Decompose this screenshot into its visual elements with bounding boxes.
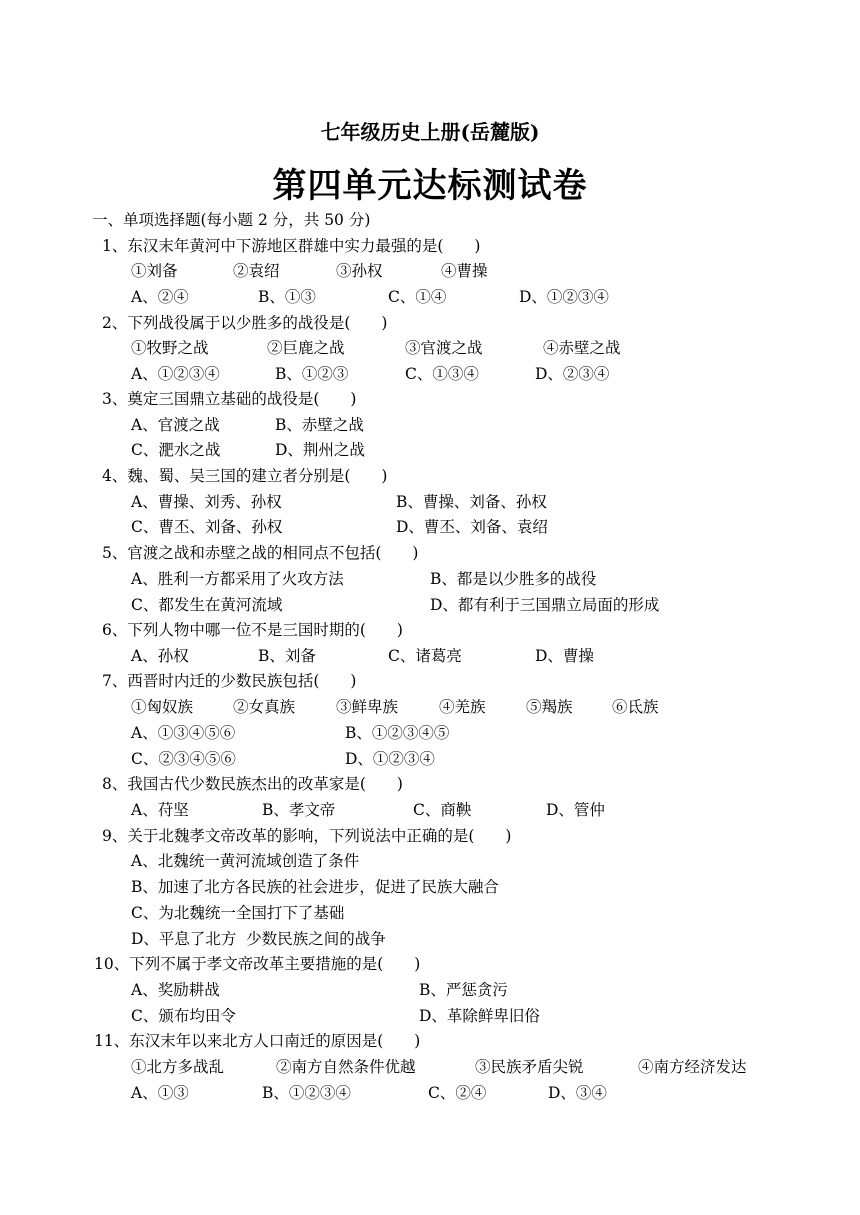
question-6-option-d: D、曹操 — [535, 647, 594, 665]
question-5-option-c: C、都发生在黄河流域 — [131, 596, 283, 614]
page-subtitle: 七年级历史上册(岳麓版) — [320, 120, 540, 144]
question-3-option-d: D、荆州之战 — [275, 441, 365, 459]
question-10-option-c: C、颁布均田令 — [131, 1007, 236, 1025]
page-title: 第四单元达标测试卷 — [272, 166, 588, 206]
question-6-option-a: A、孙权 — [131, 647, 189, 665]
question-7-stem: 7、西晋时内迁的少数民族包括( ) — [102, 672, 357, 690]
question-7-item-1: ①匈奴族 — [131, 698, 194, 716]
question-9-stem: 9、关于北魏孝文帝改革的影响，下列说法中正确的是( ) — [102, 827, 512, 845]
question-3-option-a: A、官渡之战 — [131, 416, 220, 434]
question-2-item-3: ③官渡之战 — [405, 339, 483, 357]
question-3-option-b: B、赤壁之战 — [275, 416, 364, 434]
question-9-option-a: A、北魏统一黄河流域创造了条件 — [131, 852, 360, 870]
question-9-option-c: C、为北魏统一全国打下了基础 — [131, 904, 345, 922]
question-8-option-a: A、苻坚 — [131, 801, 189, 819]
question-11-stem: 11、东汉末年以来北方人口南迁的原因是( ) — [94, 1032, 421, 1050]
question-7-item-4: ④羌族 — [439, 698, 486, 716]
section-heading: 一、单项选择题(每小题 2 分，共 50 分) — [92, 211, 371, 229]
question-9-option-d: D、平息了北方 少数民族之间的战争 — [131, 930, 386, 948]
question-1-option-b: B、①③ — [258, 288, 316, 306]
question-2-item-1: ①牧野之战 — [131, 339, 209, 357]
question-11-option-d: D、③④ — [548, 1084, 607, 1102]
question-7-option-d: D、①②③④ — [345, 750, 435, 768]
question-8-option-c: C、商鞅 — [413, 801, 472, 819]
question-4-option-c: C、曹丕、刘备、孙权 — [131, 518, 283, 536]
question-2-option-c: C、①③④ — [405, 365, 479, 383]
question-8-option-d: D、管仲 — [546, 801, 605, 819]
question-10-option-b: B、严惩贪污 — [419, 981, 508, 999]
question-4-option-b: B、曹操、刘备、孙权 — [396, 493, 547, 511]
question-11-item-2: ②南方自然条件优越 — [276, 1058, 416, 1076]
question-2-option-a: A、①②③④ — [131, 365, 220, 383]
question-1-option-a: A、②④ — [131, 288, 189, 306]
question-1-item-1: ①刘备 — [131, 262, 178, 280]
question-5-option-a: A、胜利一方都采用了火攻方法 — [131, 570, 344, 588]
question-11-item-1: ①北方多战乱 — [131, 1058, 225, 1076]
question-2-option-b: B、①②③ — [275, 365, 349, 383]
question-8-option-b: B、孝文帝 — [262, 801, 336, 819]
question-2-item-2: ②巨鹿之战 — [267, 339, 345, 357]
question-3-option-c: C、淝水之战 — [131, 441, 221, 459]
question-7-item-2: ②女真族 — [233, 698, 296, 716]
question-3-stem: 3、奠定三国鼎立基础的战役是( ) — [102, 390, 357, 408]
question-10-option-a: A、奖励耕战 — [131, 981, 220, 999]
question-1-stem: 1、东汉末年黄河中下游地区群雄中实力最强的是( ) — [102, 237, 481, 255]
question-11-option-b: B、①②③④ — [262, 1084, 351, 1102]
question-9-option-b: B、加速了北方各民族的社会进步，促进了民族大融合 — [131, 878, 499, 896]
question-7-item-6: ⑥氐族 — [612, 698, 659, 716]
question-7-option-a: A、①③④⑤⑥ — [131, 724, 236, 742]
question-1-option-d: D、①②③④ — [519, 288, 609, 306]
question-4-option-d: D、曹丕、刘备、袁绍 — [396, 518, 548, 536]
question-1-item-4: ④曹操 — [441, 262, 488, 280]
question-6-option-c: C、诸葛亮 — [388, 647, 462, 665]
question-2-item-4: ④赤壁之战 — [543, 339, 621, 357]
question-5-option-b: B、都是以少胜多的战役 — [430, 570, 597, 588]
question-1-item-2: ②袁绍 — [233, 262, 280, 280]
question-1-option-c: C、①④ — [388, 288, 447, 306]
question-4-stem: 4、魏、蜀、吴三国的建立者分别是( ) — [102, 467, 388, 485]
question-7-option-c: C、②③④⑤⑥ — [131, 750, 236, 768]
question-11-item-3: ③民族矛盾尖锐 — [475, 1058, 584, 1076]
question-11-option-c: C、②④ — [428, 1084, 487, 1102]
question-2-stem: 2、下列战役属于以少胜多的战役是( ) — [102, 314, 388, 332]
question-2-option-d: D、②③④ — [535, 365, 610, 383]
question-11-item-4: ④南方经济发达 — [638, 1058, 747, 1076]
question-8-stem: 8、我国古代少数民族杰出的改革家是( ) — [102, 775, 403, 793]
question-10-option-d: D、革除鲜卑旧俗 — [419, 1007, 540, 1025]
question-7-item-5: ⑤羯族 — [526, 698, 573, 716]
question-5-stem: 5、官渡之战和赤壁之战的相同点不包括( ) — [102, 544, 419, 562]
question-6-stem: 6、下列人物中哪一位不是三国时期的( ) — [102, 621, 403, 639]
question-7-option-b: B、①②③④⑤ — [345, 724, 450, 742]
question-7-item-3: ③鲜卑族 — [336, 698, 399, 716]
question-11-option-a: A、①③ — [131, 1084, 189, 1102]
question-6-option-b: B、刘备 — [258, 647, 316, 665]
question-5-option-d: D、都有利于三国鼎立局面的形成 — [430, 596, 660, 614]
question-1-item-3: ③孙权 — [336, 262, 383, 280]
question-10-stem: 10、下列不属于孝文帝改革主要措施的是( ) — [94, 955, 421, 973]
question-4-option-a: A、曹操、刘秀、孙权 — [131, 493, 282, 511]
